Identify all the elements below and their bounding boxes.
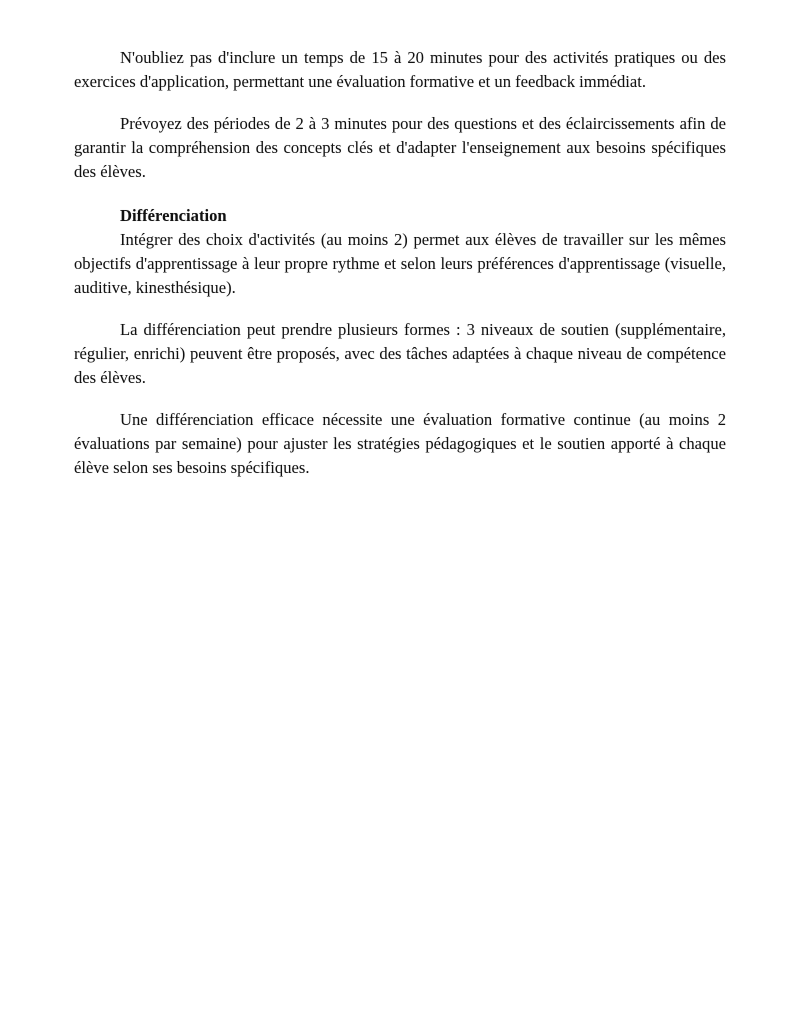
document-body (74, 46, 726, 480)
paragraph-spacer (74, 300, 726, 318)
section-heading-differenciation: Différenciation (120, 206, 227, 225)
paragraph-spacer (74, 390, 726, 408)
paragraph-questions-periods: Prévoyez des périodes de 2 à 3 minutes pour des questions et des éclaircissements afin de garantir la compréhension des concepts clés et d'adapter l'enseignement aux besoins spécifiques des élèves. (74, 114, 726, 181)
paragraph-support-levels: La différenciation peut prendre plusieurs formes : 3 niveaux de soutien (supplémentaire, régulier, enrichi) peuvent être proposés, avec des tâches adaptées à chaque niveau de compétence des élèves. (74, 320, 726, 387)
paragraph-activity-choices: Intégrer des choix d'activités (au moins 2) permet aux élèves de travailler sur les mêmes objectifs d'apprentissage à leur propre rythme et selon leurs préférences d'apprentissage (visuelle, auditive, kinesthésique). (74, 230, 726, 297)
paragraph-practical-activities: N'oubliez pas d'inclure un temps de 15 à 20 minutes pour des activités pratiques ou des exercices d'application, permettant une évaluation formative et un feedback immédiat. (74, 48, 726, 91)
paragraph-spacer (74, 94, 726, 112)
paragraph-formative-evaluation: Une différenciation efficace nécessite une évaluation formative continue (au moins 2 évaluations par semaine) pour ajuster les stratégies pédagogiques et le soutien apporté à chaque élève selon ses besoins spécifiques. (74, 410, 726, 477)
section-spacer (74, 184, 726, 204)
